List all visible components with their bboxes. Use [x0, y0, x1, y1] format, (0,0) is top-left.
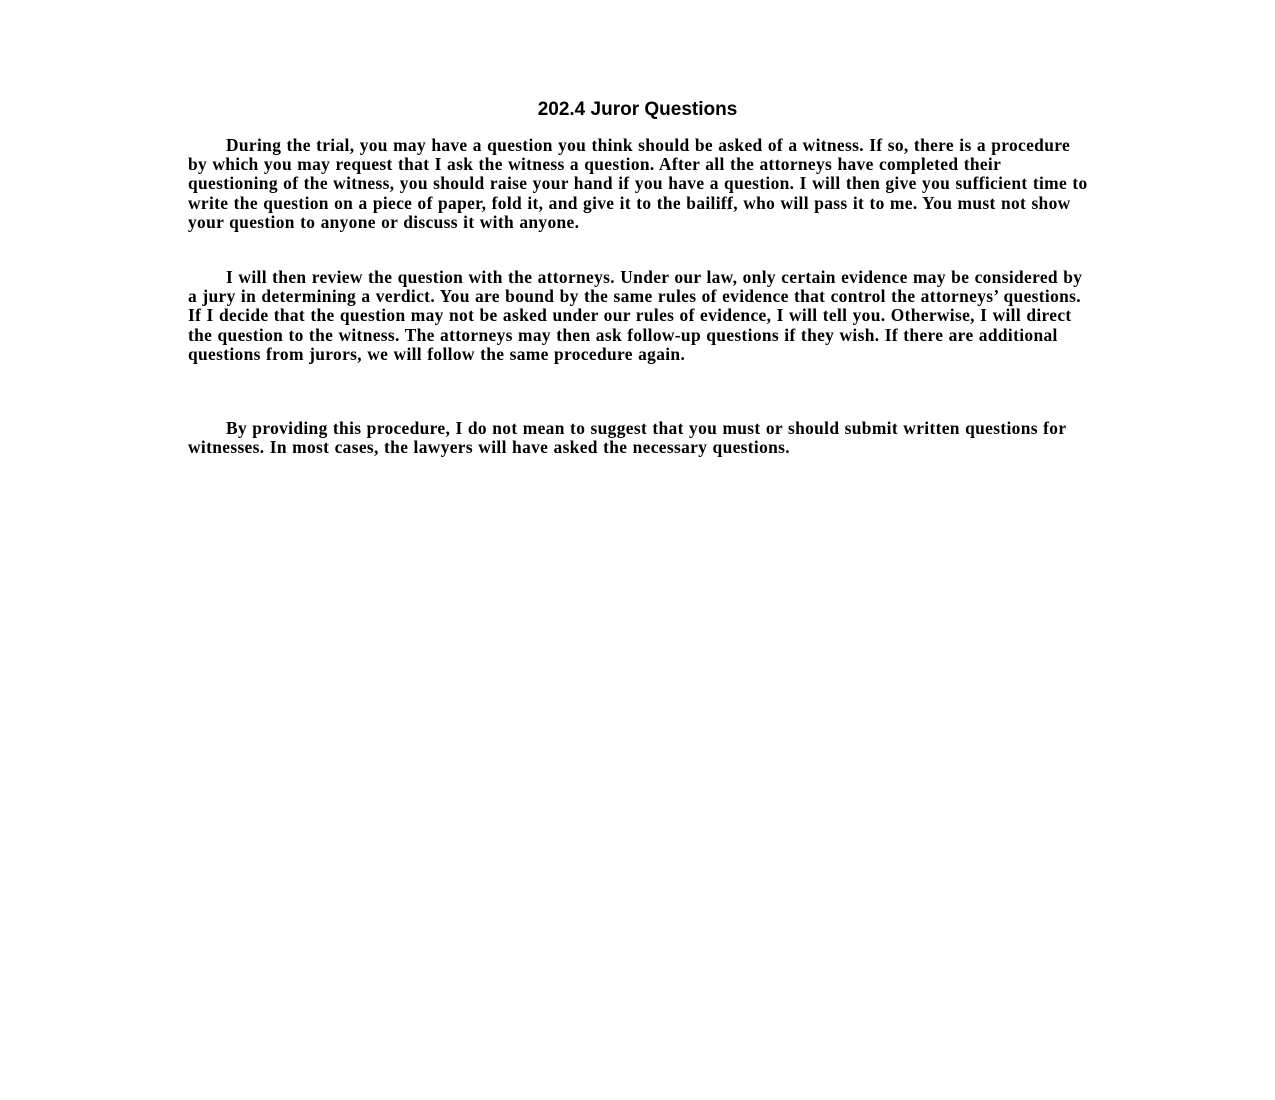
paragraph-procedure-disclaimer: By providing this procedure, I do not mean to suggest that you must or should submit written questions for witnesses. In most cases, the lawyers will have asked the necessary questions.: [188, 418, 1067, 458]
document-title: 202.4 Juror Questions: [537, 99, 738, 120]
paragraph-attorney-review: I will then review the question with the attorneys. Under our law, only certain evidence may be considered by a jury in determining a verdict. You are bound by the same rules of evidence that control the attorneys’ questions. If I decide that the question may not be asked under our rules of evidence, I will tell you. Otherwise, I will direct the question to the witness. The attorneys may then ask follow-up questions if they wish. If there are additional questions from jurors, we will follow the same procedure again.: [188, 267, 1083, 364]
paragraph-juror-question-procedure: During the trial, you may have a question you think should be asked of a witness. If so, there is a procedure by which you may request that I ask the witness a question. After all the attorneys have completed their questioning of the witness, you should raise your hand if you have a question. I will then give you sufficient time to write the question on a piece of paper, fold it, and give it to the bailiff, who will pass it to me. You must not show your question to anyone or discuss it with anyone.: [188, 135, 1088, 232]
